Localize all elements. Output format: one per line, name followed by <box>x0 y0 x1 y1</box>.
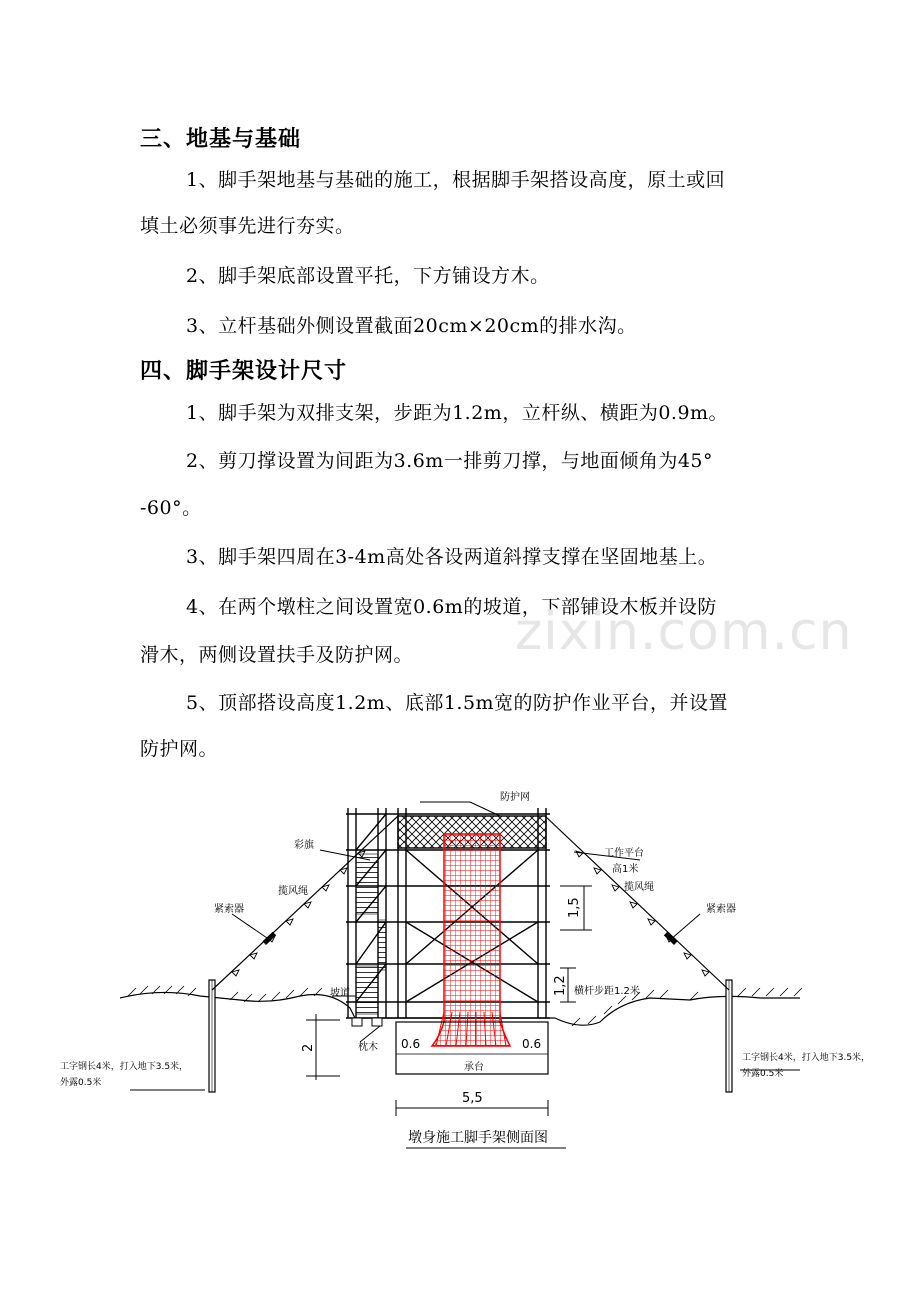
paragraph: 2、剪刀撑设置为间距为3.6m一排剪刀撑，与地面倾角为45° <box>186 450 713 472</box>
label-sleeper: 枕木 <box>358 1042 378 1053</box>
ramp-panel <box>356 854 378 914</box>
scaffold-diagram <box>0 790 920 1160</box>
label-steel-right-2: 外露0.5米 <box>742 1069 784 1079</box>
label-tensioner-right: 紧索器 <box>706 904 736 915</box>
paragraph: 滑木，两侧设置扶手及防护网。 <box>140 644 414 666</box>
paragraph: -60°。 <box>140 497 202 519</box>
figure-caption: 墩身施工脚手架侧面图 <box>408 1130 548 1146</box>
paragraph: 1、脚手架地基与基础的施工，根据脚手架搭设高度，原土或回 <box>186 169 726 191</box>
label-steel-right-1: 工字钢长4米，打入地下3.5米， <box>742 1053 871 1063</box>
label-protective-net: 防护网 <box>500 792 530 803</box>
sleeper <box>352 1018 362 1026</box>
paragraph: 5、顶部搭设高度1.2m、底部1.5m宽的防护作业平台，并设置 <box>186 692 729 714</box>
flags-right <box>576 851 709 976</box>
label-wind-rope-right: 揽风绳 <box>624 882 654 893</box>
label-wind-rope-left: 揽风绳 <box>278 886 308 897</box>
paragraph: 防护网。 <box>140 738 219 760</box>
tensioner-right <box>664 932 678 945</box>
dim-5-5: 5,5 <box>462 1091 483 1106</box>
watermark: zixin.com.cn <box>515 602 853 662</box>
sleeper <box>372 1018 382 1026</box>
ramp-panel <box>356 966 378 1014</box>
label-colored-flag: 彩旗 <box>294 840 314 851</box>
ramp-panel <box>378 920 386 970</box>
paragraph: 4、在两个墩柱之间设置宽0.6m的坡道，下部铺设木板并设防 <box>186 596 717 618</box>
label-pile-cap: 承台 <box>464 1062 484 1073</box>
dim-0-6-left: 0.6 <box>401 1037 421 1051</box>
section-4-heading: 四、脚手架设计尺寸 <box>140 359 348 384</box>
paragraph: 1、脚手架为双排支架，步距为1.2m，立杆纵、横距为0.9m。 <box>186 402 729 424</box>
paragraph: 2、脚手架底部设置平托，下方铺设方木。 <box>186 265 550 287</box>
section-3-heading: 三、地基与基础 <box>140 127 302 152</box>
flags-left <box>232 851 365 976</box>
paragraph: 3、立杆基础外侧设置截面20cm×20cm的排水沟。 <box>186 315 637 337</box>
label-ramp: 坡道 <box>330 988 350 999</box>
dim-1-2: 1,2 <box>553 975 568 996</box>
dim-0-6-right: 0.6 <box>522 1037 542 1051</box>
label-steel-left-2: 外露0.5米 <box>60 1078 102 1088</box>
label-step-note: 横杆步距1.2米 <box>574 986 640 997</box>
label-steel-left-1: 工字钢长4米，打入地下3.5米， <box>60 1062 189 1072</box>
dim-1-5: 1,5 <box>567 897 582 918</box>
dim-2: 2 <box>301 1043 316 1052</box>
label-tensioner-left: 紧索器 <box>214 904 244 915</box>
label-height-1m: 高1米 <box>612 864 639 875</box>
label-work-platform: 工作平台 <box>604 848 644 859</box>
paragraph: 填土必须事先进行夯实。 <box>140 215 355 237</box>
paragraph: 3、脚手架四周在3-4m高处各设两道斜撑支撑在坚固地基上。 <box>186 546 718 568</box>
